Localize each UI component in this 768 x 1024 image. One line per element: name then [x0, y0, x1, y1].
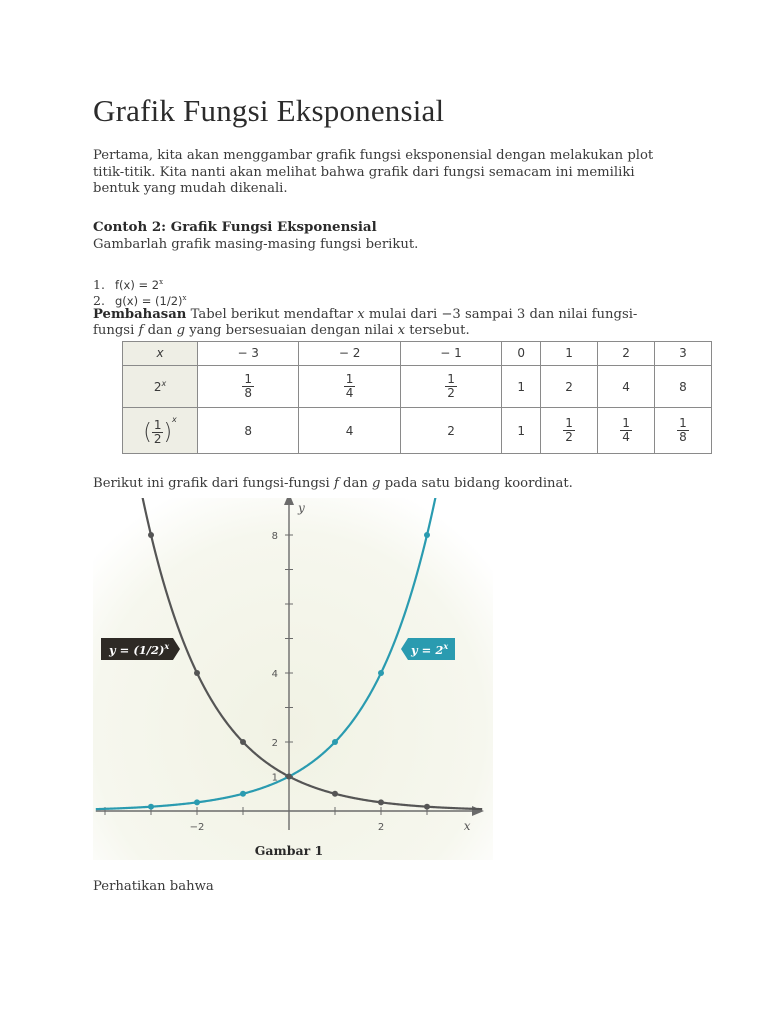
var-f: f: [333, 476, 339, 491]
x-tick-label: −2: [189, 822, 205, 833]
point-half-x: [194, 670, 200, 676]
table-cell-half-x: 2: [400, 408, 501, 454]
numerator: 1: [244, 372, 253, 387]
point-half-x: [240, 739, 246, 745]
function-exponent: x: [159, 278, 164, 286]
function-number: 1.: [93, 277, 105, 293]
y-axis-label: y: [298, 500, 305, 515]
values-table: [122, 341, 712, 454]
point-half-x: [332, 791, 338, 797]
fraction: [344, 373, 356, 400]
table-cell-2x: 8: [655, 365, 712, 408]
graph-intro-text: pada satu bidang koordinat.: [380, 476, 573, 491]
denominator: 2: [565, 430, 573, 445]
table-cell-2x: 1: [502, 365, 541, 408]
fraction: [620, 417, 632, 444]
table-cell-half-x: 1: [502, 408, 541, 454]
legend-half-x-exp: x: [164, 641, 170, 651]
header-fraction: [152, 419, 164, 446]
table-header-half-x: ( $\frac{1}{2}$ )$^x$: [123, 408, 198, 454]
point-2x: [194, 799, 200, 805]
point-half-x: [148, 532, 154, 538]
table-cell-2x: [400, 365, 501, 408]
table-header-2x: [123, 365, 198, 408]
graph-intro: [93, 476, 573, 491]
function-expression: g(x) = (1/2): [115, 294, 183, 309]
denominator: 4: [622, 430, 630, 445]
numerator: 1: [447, 372, 455, 387]
point-half-x: [424, 804, 430, 810]
table-row-x: [123, 342, 712, 366]
y-tick-label: 2: [271, 738, 278, 749]
example-instruction: Gambarlah grafik masing-masing fungsi berikut.: [93, 237, 419, 252]
table-cell-half-x: [598, 408, 655, 454]
x-axis-label: x: [463, 819, 471, 833]
table-header-x: [123, 342, 198, 366]
header-label: x: [156, 346, 164, 361]
table-cell-2x: [198, 365, 299, 408]
graph-intro-text: dan: [338, 476, 373, 491]
point-2x: [240, 791, 246, 797]
pembahasan-text: dan: [143, 323, 177, 338]
table-cell-2x: 2: [541, 365, 598, 408]
function-exponent: x: [182, 294, 187, 302]
table-cell-half-x: [655, 408, 712, 454]
var-x: x: [397, 323, 406, 338]
header-base: 2: [153, 380, 162, 395]
pembahasan-text: Tabel berikut mendaftar: [186, 307, 358, 322]
table-row-half-x: [123, 408, 712, 454]
table-cell-half-x: 4: [299, 408, 400, 454]
denominator: 8: [679, 430, 687, 445]
legend-label-2x: [401, 638, 455, 660]
x-tick-label: 2: [377, 822, 385, 833]
legend-label-half-x: [101, 638, 180, 660]
point-2x: [332, 739, 338, 745]
numerator: 1: [622, 416, 630, 431]
legend-2x-exp: x: [443, 641, 449, 651]
var-f: f: [138, 323, 144, 338]
point-half-x: [286, 774, 292, 780]
table-cell-x: 0: [502, 342, 541, 366]
closing-text: Perhatikan bahwa: [93, 879, 214, 894]
pembahasan-text: tersebut.: [405, 323, 470, 338]
denominator: 4: [345, 386, 354, 401]
numerator: 1: [345, 372, 354, 387]
legend-half-x-text: y = (1/2): [109, 643, 165, 657]
table-row-2x: [123, 365, 712, 408]
header-denominator: 2: [153, 432, 162, 447]
header-exponent: x: [172, 415, 177, 425]
header-numerator: 1: [153, 418, 162, 433]
table-cell-x: − 1: [400, 342, 501, 366]
pembahasan-paragraph: [93, 307, 668, 339]
table-cell-x: 2: [598, 342, 655, 366]
example-title: Contoh 2: Grafik Fungsi Eksponensial: [93, 219, 377, 235]
pembahasan-text: mulai dari −3 sampai 3 dan nilai fungsi-fungsi: [93, 307, 638, 338]
fraction: [563, 417, 575, 444]
function-list: [93, 274, 187, 309]
numerator: 1: [679, 416, 687, 431]
y-tick-label: 1: [271, 772, 278, 784]
point-2x: [378, 670, 384, 676]
table-cell-x: 1: [541, 342, 598, 366]
denominator: 2: [447, 386, 455, 401]
legend-2x-text: y = 2: [411, 643, 444, 657]
point-2x: [424, 532, 430, 538]
table-cell-x: 3: [655, 342, 712, 366]
svg-text:y = 2x: [410, 641, 448, 657]
function-item-1: [93, 274, 186, 293]
fraction: [677, 417, 689, 444]
table-cell-x: − 3: [198, 342, 299, 366]
function-item-2: [93, 290, 187, 309]
var-g: g: [372, 476, 381, 491]
point-half-x: [378, 799, 384, 805]
intro-paragraph: Pertama, kita akan menggambar grafik fungsi eksponensial dengan melakukan plot titik-titik. Kita nanti akan melihat bahwa grafik dari fungsi semacam ini memiliki bentuk yang mudah dikenali.: [93, 148, 654, 196]
y-tick-label: 8: [271, 531, 278, 542]
table-cell-2x: [299, 365, 400, 408]
pembahasan-label: Pembahasan: [93, 307, 187, 322]
figure-caption: Gambar 1: [254, 843, 324, 858]
graph-intro-text: Berikut ini grafik dari fungsi-fungsi: [93, 476, 334, 491]
table-cell-2x: 4: [598, 365, 655, 408]
denominator: 8: [244, 386, 253, 401]
exponential-chart: [93, 498, 493, 860]
table-cell-half-x: 8: [198, 408, 299, 454]
point-2x: [148, 804, 154, 810]
svg-text:y = (1/2)x: [108, 641, 169, 657]
function-expression: f(x) = 2: [115, 278, 160, 293]
numerator: 1: [565, 416, 573, 431]
pembahasan-text: yang bersesuaian dengan nilai: [185, 323, 398, 338]
var-g: g: [176, 323, 186, 338]
var-x: x: [357, 307, 365, 322]
fraction: [445, 373, 457, 400]
table-cell-x: − 2: [299, 342, 400, 366]
table-cell-half-x: [541, 408, 598, 454]
fraction: [242, 373, 254, 400]
header-exponent: x: [161, 379, 167, 389]
page-title: Grafik Fungsi Eksponensial: [93, 93, 445, 128]
y-tick-label: 4: [271, 669, 278, 680]
function-number: 2.: [93, 293, 105, 309]
